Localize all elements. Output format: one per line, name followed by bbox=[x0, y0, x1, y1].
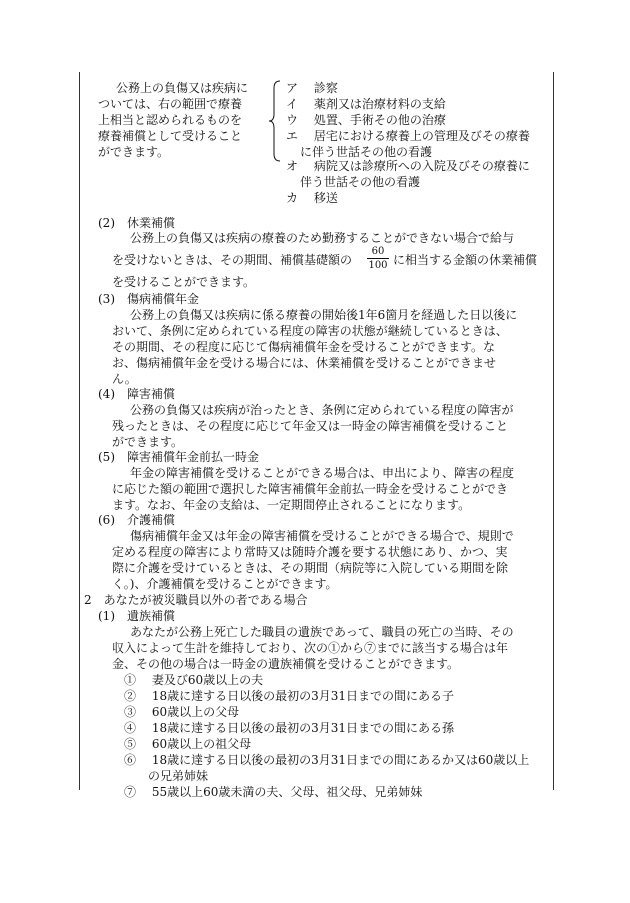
care-item: ウ 処置、手術その他の治療 bbox=[286, 113, 446, 127]
care-item: ア 診察 bbox=[286, 81, 338, 95]
bereaved-item: ③ 60歳以上の父母 bbox=[124, 705, 240, 719]
care-intro-line: ついては、右の範囲で療養 bbox=[98, 97, 243, 111]
left-border-line bbox=[79, 72, 80, 790]
fraction-numerator: 60 bbox=[371, 246, 385, 257]
care-item: イ 薬剤又は治療材料の支給 bbox=[286, 97, 446, 111]
body-line: ます。なお、年金の支給は、一定期間停止されることになります。 bbox=[112, 498, 471, 512]
bereaved-item: ② 18歳に達する日以後の最初の3月31日までの間にある子 bbox=[124, 689, 455, 703]
bereaved-item: ⑥ 18歳に達する日以後の最初の3月31日までの間にあるか又は60歳以上 bbox=[124, 753, 530, 767]
curly-brace-icon bbox=[268, 80, 282, 162]
bereaved-item: ⑦ 55歳以上60歳未満の夫、父母、祖父母、兄弟姉妹 bbox=[124, 785, 423, 799]
section-heading: (6) 介護補償 bbox=[98, 513, 175, 527]
care-intro-line: ができます。 bbox=[98, 145, 170, 159]
care-item: カ 移送 bbox=[286, 191, 338, 205]
body-line: に相当する金額の休業補償 bbox=[393, 253, 538, 267]
body-line: く。)、介護補償を受けることができます。 bbox=[112, 577, 338, 591]
chapter-heading: 2 あなたが被災職員以外の者である場合 bbox=[84, 593, 308, 607]
care-item-continuation: 伴う世話その他の看護 bbox=[300, 175, 421, 189]
body-line: 公務の負傷又は疾病が治ったとき、条例に定められている程度の障害が bbox=[130, 403, 514, 417]
care-item: オ 病院又は診療所への入院及びその療養に bbox=[286, 159, 530, 173]
fraction-denominator: 100 bbox=[368, 260, 388, 271]
body-line: 年金の障害補償を受けることができる場合は、申出により、障害の程度 bbox=[130, 466, 515, 480]
care-intro-line: 上相当と認められるものを bbox=[98, 113, 243, 127]
body-line: 際に介護を受けているときは、その期間（病院等に入院している期間を除 bbox=[112, 561, 509, 575]
care-intro-line: 公務上の負傷又は疾病に bbox=[116, 81, 249, 95]
body-line: ん。 bbox=[112, 372, 137, 386]
bereaved-item: ④ 18歳に達する日以後の最初の3月31日までの間にある孫 bbox=[124, 721, 455, 735]
section-heading: (1) 遺族補償 bbox=[98, 609, 175, 623]
body-line: 金、その他の場合は一時金の遺族補償を受けることができます。 bbox=[112, 657, 460, 671]
body-line: に応じた額の範囲で選択した障害補償年金前払一時金を受けることができ bbox=[112, 482, 509, 496]
bereaved-item-continuation: の兄弟姉妹 bbox=[148, 769, 209, 783]
section-heading: (2) 休業補償 bbox=[98, 216, 175, 230]
body-line: ができます。 bbox=[112, 435, 184, 449]
fraction bbox=[367, 246, 389, 271]
section-heading: (3) 傷病補償年金 bbox=[98, 292, 199, 306]
body-line: お、傷病補償年金を受ける場合には、休業補償を受けることができませ bbox=[112, 356, 497, 370]
care-item-continuation: に伴う世話その他の看護 bbox=[300, 145, 433, 159]
body-line: あなたが公務上死亡した職員の遺族であって、職員の死亡の当時、その bbox=[130, 625, 514, 639]
care-item: エ 居宅における療養上の管理及びその療養 bbox=[286, 129, 530, 143]
body-line: 公務上の負傷又は疾病に係る療養の開始後1年6箇月を経過した日以後に bbox=[130, 308, 518, 322]
bereaved-item: ⑤ 60歳以上の祖父母 bbox=[124, 737, 252, 751]
section-heading: (5) 障害補償年金前払一時金 bbox=[98, 450, 259, 464]
body-line: 傷病補償年金又は年金の障害補償を受けることができる場合で、規則で bbox=[130, 529, 514, 543]
body-line: を受けないときは、その期間、補償基礎額の bbox=[112, 253, 353, 267]
section-heading: (4) 障害補償 bbox=[98, 387, 175, 401]
care-intro-line: 療養補償として受けること bbox=[98, 129, 243, 143]
fraction-bar bbox=[367, 258, 389, 259]
body-line: 残ったときは、その程度に応じて年金又は一時金の障害補償を受けること bbox=[112, 419, 509, 433]
body-line: を受けることができます。 bbox=[112, 275, 256, 289]
body-line: おいて、条例に定められている程度の障害の状態が継続しているときは、 bbox=[112, 324, 508, 338]
right-border-line bbox=[553, 72, 554, 790]
body-line: 公務上の負傷又は疾病の療養のため勤務することができない場合で給与 bbox=[130, 231, 515, 245]
body-line: その期間、その程度に応じて傷病補償年金を受けることができます。な bbox=[112, 340, 496, 354]
body-line: 定める程度の障害により常時又は随時介護を要する状態にあり、かつ、実 bbox=[112, 545, 508, 559]
bereaved-item: ① 妻及び60歳以上の夫 bbox=[124, 673, 264, 687]
body-line: 収入によって生計を維持しており、次の①から⑦までに該当する場合は年 bbox=[112, 641, 509, 655]
